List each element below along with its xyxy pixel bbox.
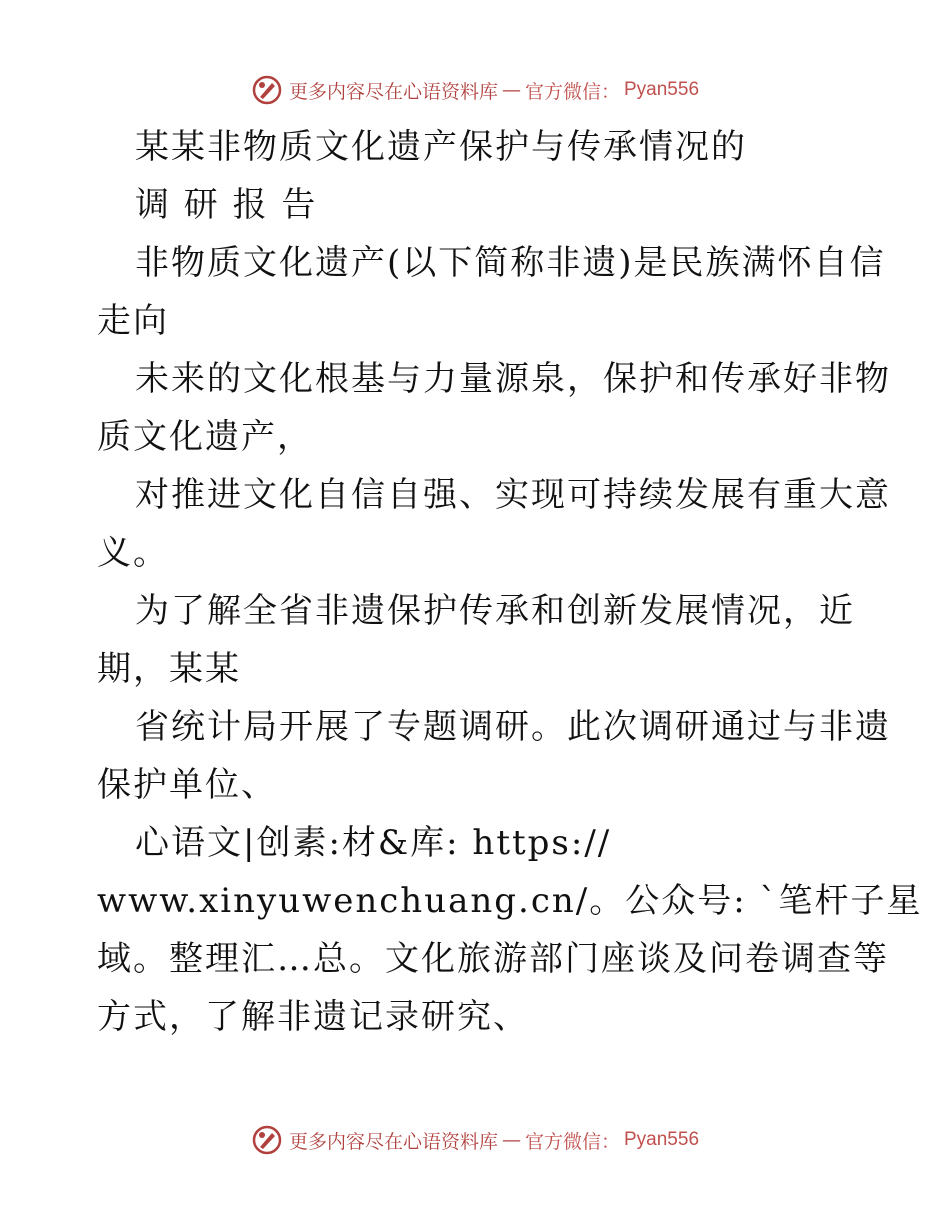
- paragraph-line: 义。: [97, 533, 169, 573]
- paragraph-line: 质文化遗产，: [97, 417, 313, 457]
- paragraph-line: 为了解全省非遗保护传承和创新发展情况，近: [135, 591, 855, 631]
- paragraph-line: 省统计局开展了专题调研。此次调研通过与非遗: [135, 707, 891, 747]
- paragraph-line: 未来的文化根基与力量源泉，保护和传承好非物: [135, 359, 891, 399]
- banner-wechat-id: Pyan556: [624, 1129, 700, 1150]
- pen-logo-icon: [251, 74, 283, 106]
- banner-wechat-label: 官方微信：: [524, 80, 620, 103]
- banner-separator: —: [501, 79, 521, 101]
- paragraph-line: 域。整理汇…总。文化旅游部门座谈及问卷调查等: [97, 939, 889, 979]
- banner-text: 更多内容尽在心语资料库: [288, 80, 498, 103]
- paragraph-line: 心语文|创素:材&库: https://: [135, 823, 612, 863]
- paragraph-line: 方式，了解非遗记录研究、: [97, 997, 529, 1037]
- paragraph-line: 对推进文化自信自强、实现可持续发展有重大意: [135, 475, 891, 515]
- title-line-1: 某某非物质文化遗产保护与传承情况的: [135, 127, 747, 167]
- document-body: [97, 118, 923, 1046]
- paragraph-line: 非物质文化遗产(以下简称非遗)是民族满怀自信: [135, 243, 886, 283]
- footer-banner: [0, 1120, 950, 1160]
- banner-text: 更多内容尽在心语资料库: [288, 1130, 498, 1153]
- paragraph-line: 走向: [97, 301, 169, 341]
- banner-wechat-id: Pyan556: [624, 79, 700, 100]
- banner-separator: —: [501, 1129, 521, 1151]
- pen-logo-icon: [251, 1124, 283, 1156]
- paragraph-line: 期，某某: [97, 649, 241, 689]
- paragraph-line: www.xinyuwenchuang.cn/。公众号: `笔杆子星: [97, 881, 923, 921]
- banner-wechat-label: 官方微信：: [524, 1130, 620, 1153]
- paragraph-line: 保护单位、: [97, 765, 277, 805]
- title-line-2: 调 研 报 告: [135, 185, 318, 225]
- header-banner: [0, 70, 950, 110]
